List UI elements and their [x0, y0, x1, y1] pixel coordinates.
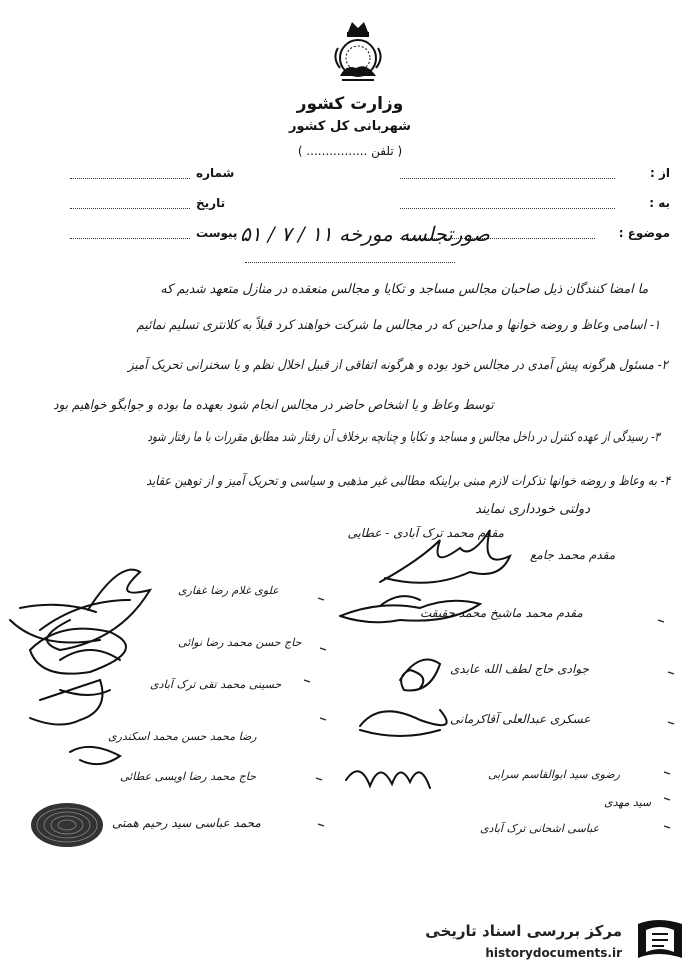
- attachment-label: پیوست: [196, 226, 238, 240]
- archive-logo-icon: [632, 914, 688, 966]
- date-label: تاریخ: [196, 196, 226, 210]
- signatory-name: عسکری عبدالعلی آقاکرمانی: [450, 712, 591, 726]
- signatory-name: علوی غلام رضا غفاری: [178, 584, 279, 597]
- signature-mark: [30, 629, 126, 674]
- signatory-name: مقدم محمد ماشیخ محمد حقیقت: [420, 606, 583, 620]
- body-line: ۳- رسیدگی از عهده کنترل در داخل مجالس و مساجد و تکایا و چنانچه برخلاف آن رفتار شد مطابق مقررات با ما رفتار شود: [147, 430, 660, 445]
- signatory-name: حاج محمد رضا اویسی عطائی: [120, 770, 256, 783]
- watermark-title: مرکز بررسی اسناد تاریخی: [425, 922, 622, 940]
- signatory-name: جوادی حاج لطف الله عابدی: [450, 662, 589, 676]
- number-label: شماره: [196, 166, 235, 180]
- office-title: شهربانی کل کشور: [289, 119, 411, 134]
- signatory-name: رضا محمد حسن محمد اسکندری: [108, 730, 257, 743]
- signature-mark: [360, 710, 447, 736]
- signature-mark: [400, 660, 440, 691]
- signatory-name: عباسی اشحانی ترک آبادی: [480, 822, 600, 835]
- signatory-name: محمد عباسی سید رحیم همتی: [112, 816, 261, 830]
- signature-mark: [340, 596, 480, 622]
- body-line: ۱- اسامی وعاظ و روضه خوانها و مداحین که در مجالس ما شرکت خواهند کرد قبلاً به کلانتری تسلیم نمائیم: [136, 318, 660, 333]
- signature-mark: [40, 570, 150, 650]
- signature-mark: [346, 771, 430, 788]
- body-line: ۴- به وعاظ و روضه خوانها تذکرات لازم مبنی براینکه مطالبی غیر مذهبی و سیاسی و تحریک آمیز و از توهین عقاید: [145, 474, 670, 489]
- signature-mark: [10, 605, 100, 643]
- fingerprint-icon: [28, 800, 106, 850]
- signature-mark: [30, 680, 110, 725]
- body-line: دولتی خودداری نمایند: [475, 502, 590, 517]
- handwritten-date: صورتجلسه مورخه ۱۱ / ۷ / ۵۱: [240, 222, 490, 246]
- signatory-name: حاج حسن محمد رضا نوائی: [178, 636, 302, 649]
- signatory-name: حسینی محمد تقی ترک آبادی: [150, 678, 282, 691]
- from-label: از :: [650, 166, 670, 180]
- subject-label: موضوع :: [618, 226, 670, 240]
- signatory-name: رضوی سید ابوالقاسم سرابی: [488, 768, 620, 781]
- body-line: ما امضا کنندگان ذیل صاحبان مجالس مساجد و تکایا و مجالس منعقده در منازل متعهد شدیم که: [160, 282, 648, 297]
- to-label: به :: [649, 196, 670, 210]
- attendees-line: مقدم محمد ترک آبادی - عطایی: [347, 526, 504, 540]
- watermark-url: historydocuments.ir: [485, 946, 622, 960]
- signature-mark: [380, 530, 510, 583]
- body-line: توسط وعاظ و یا اشخاص حاضر در مجالس انجام شود بعهده ما بوده و جوابگو خواهیم بود: [53, 398, 494, 413]
- watermark: [420, 912, 692, 968]
- signature-mark: [70, 747, 120, 764]
- signatory-name: مقدم محمد جامع: [530, 548, 616, 562]
- phone-label: ( تلفن ................ ): [297, 144, 403, 158]
- ministry-title: وزارت کشور: [296, 94, 404, 114]
- signatory-name: سید مهدی: [604, 796, 652, 809]
- body-line: ۲- مسئول هرگونه پیش آمدی در مجالس خود بوده و هرگونه اتفاقی از قبیل اخلال نظم و یا سخنرانی تحریک آمیز: [128, 358, 668, 373]
